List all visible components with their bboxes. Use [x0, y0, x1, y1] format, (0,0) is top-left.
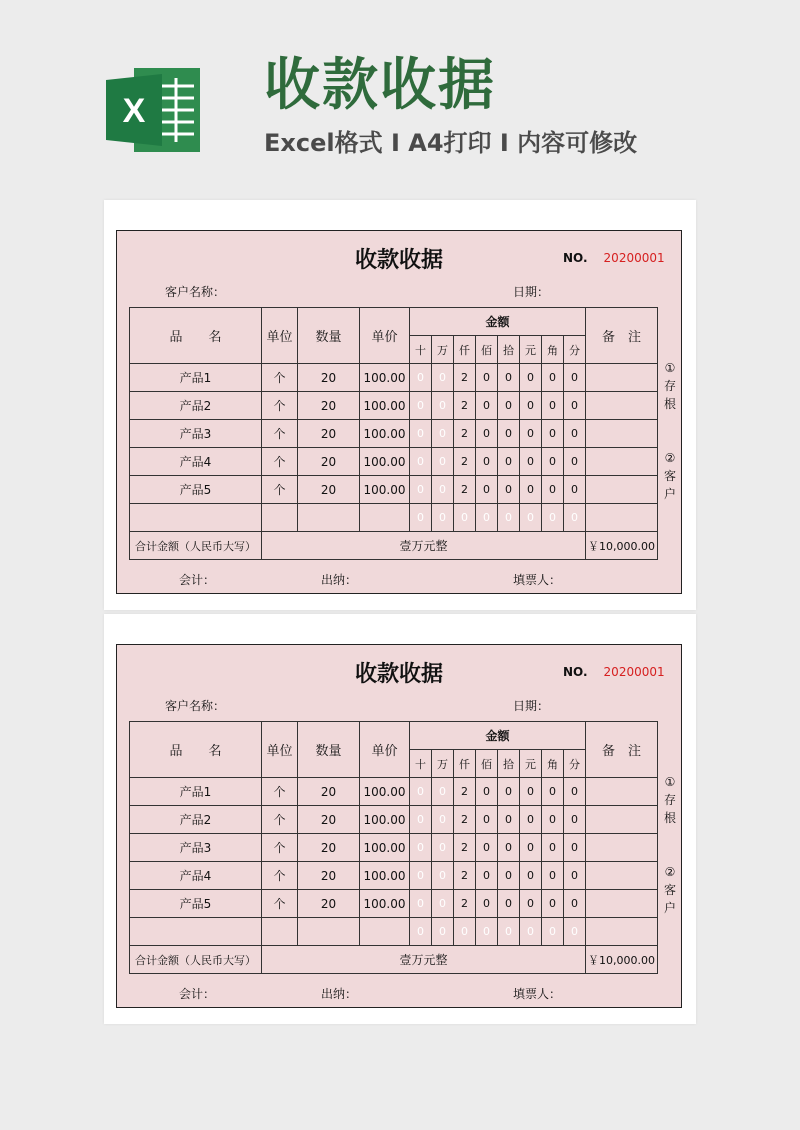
- amount-digit-cell: 0: [498, 806, 520, 834]
- total-row: [130, 946, 658, 974]
- col-price-header: 单价: [360, 308, 410, 364]
- copy-label-char: ①: [664, 361, 676, 375]
- amount-digit-cell: 0: [498, 420, 520, 448]
- amount-digit-cell: 0: [542, 448, 564, 476]
- amount-digit-cell: 0: [432, 806, 454, 834]
- item-name-cell[interactable]: 产品3: [130, 834, 262, 862]
- amount-digit-cell: 2: [454, 420, 476, 448]
- accountant-label: 会计：: [179, 987, 216, 1001]
- amount-digit-cell: 0: [564, 364, 586, 392]
- digit-header: 元: [520, 336, 542, 364]
- remark-cell[interactable]: [586, 890, 658, 918]
- copy-label-char: 户: [663, 901, 676, 915]
- item-unit-cell[interactable]: 个: [262, 806, 298, 834]
- item-price-cell[interactable]: 100.00: [360, 806, 410, 834]
- remark-cell[interactable]: [586, 504, 658, 532]
- item-name-cell[interactable]: 产品1: [130, 364, 262, 392]
- remark-cell[interactable]: [586, 364, 658, 392]
- item-unit-cell[interactable]: 个: [262, 392, 298, 420]
- digit-header: 十: [410, 336, 432, 364]
- filler-label: 填票人：: [513, 573, 562, 587]
- table-row-empty: [130, 918, 658, 946]
- amount-digit-cell: 0: [520, 890, 542, 918]
- amount-digit-cell: 0: [564, 448, 586, 476]
- amount-digit-cell: 0: [542, 834, 564, 862]
- digit-header: 拾: [498, 336, 520, 364]
- amount-digit-cell: 0: [564, 392, 586, 420]
- amount-digit-cell: 0: [498, 476, 520, 504]
- amount-digit-cell: 0: [542, 778, 564, 806]
- filler-label: 填票人：: [513, 987, 562, 1001]
- item-unit-cell[interactable]: 个: [262, 890, 298, 918]
- item-price-cell[interactable]: 100.00: [360, 778, 410, 806]
- table-row: [130, 476, 658, 504]
- item-qty-cell[interactable]: 20: [298, 476, 360, 504]
- copy-label-customer: [657, 863, 683, 917]
- item-unit-cell[interactable]: 个: [262, 862, 298, 890]
- receipt-number-value: 20200001: [603, 251, 665, 265]
- cashier-label: 出纳：: [321, 573, 358, 587]
- col-unit-header: 单位: [262, 722, 298, 778]
- remark-cell[interactable]: [586, 862, 658, 890]
- digit-header: 万: [432, 336, 454, 364]
- amount-digit-cell: 0: [410, 364, 432, 392]
- amount-digit-cell: 2: [454, 448, 476, 476]
- col-item-header: 品 名: [130, 308, 262, 364]
- amount-digit-cell: 0: [432, 476, 454, 504]
- table-row: [130, 862, 658, 890]
- receipt-table: [129, 307, 658, 560]
- item-price-cell[interactable]: 100.00: [360, 476, 410, 504]
- page-title: 收款收据: [264, 53, 496, 118]
- amount-digit-cell: 0: [432, 890, 454, 918]
- copy-label-char: 存: [663, 379, 676, 393]
- total-in-words[interactable]: 壹万元整: [262, 946, 586, 974]
- item-unit-cell[interactable]: 个: [262, 448, 298, 476]
- item-unit-cell[interactable]: 个: [262, 778, 298, 806]
- col-price-header: 单价: [360, 722, 410, 778]
- amount-digit-cell: 2: [454, 806, 476, 834]
- item-name-cell[interactable]: [130, 504, 262, 532]
- copy-label-customer: [657, 449, 683, 503]
- digit-header: 十: [410, 750, 432, 778]
- digit-header: 万: [432, 750, 454, 778]
- amount-digit-cell: 0: [410, 834, 432, 862]
- total-value[interactable]: ￥10,000.00: [586, 532, 658, 560]
- amount-digit-cell: 0: [520, 420, 542, 448]
- col-qty-header: 数量: [298, 722, 360, 778]
- receipt-number-label: NO.: [563, 665, 588, 679]
- amount-digit-cell: 0: [410, 806, 432, 834]
- table-row: [130, 420, 658, 448]
- item-qty-cell[interactable]: 20: [298, 420, 360, 448]
- amount-digit-cell: 0: [564, 420, 586, 448]
- receipt-number-value: 20200001: [603, 665, 665, 679]
- excel-logo-letter: X: [122, 92, 146, 130]
- amount-digit-cell: 0: [498, 778, 520, 806]
- item-name-cell[interactable]: 产品2: [130, 392, 262, 420]
- copy-label-char: ②: [664, 451, 676, 465]
- item-unit-cell[interactable]: [262, 504, 298, 532]
- copy-label-char: ②: [664, 865, 676, 879]
- table-row: [130, 364, 658, 392]
- item-unit-cell[interactable]: 个: [262, 364, 298, 392]
- total-label: 合计金额（人民币大写）: [130, 532, 262, 560]
- digit-header: 佰: [476, 750, 498, 778]
- amount-digit-cell: 0: [498, 862, 520, 890]
- amount-digit-cell: 0: [498, 834, 520, 862]
- remark-cell[interactable]: [586, 834, 658, 862]
- col-amount-header: 金额: [410, 722, 586, 750]
- digit-header: 角: [542, 750, 564, 778]
- copy-label-char: ①: [664, 775, 676, 789]
- digit-header: 分: [564, 750, 586, 778]
- copy-label-stub: [657, 773, 683, 827]
- item-name-cell[interactable]: 产品4: [130, 448, 262, 476]
- item-qty-cell[interactable]: 20: [298, 862, 360, 890]
- amount-digit-cell: 0: [476, 476, 498, 504]
- amount-digit-cell: 0: [564, 806, 586, 834]
- amount-digit-cell: 0: [564, 918, 586, 946]
- amount-digit-cell: 0: [476, 364, 498, 392]
- amount-digit-cell: 0: [410, 890, 432, 918]
- amount-digit-cell: 2: [454, 890, 476, 918]
- receipt-number: [563, 665, 665, 679]
- col-remark-header: 备 注: [586, 308, 658, 364]
- digit-header: 仟: [454, 336, 476, 364]
- table-row: [130, 890, 658, 918]
- item-name-cell[interactable]: [130, 918, 262, 946]
- remark-cell[interactable]: [586, 420, 658, 448]
- amount-digit-cell: 0: [498, 504, 520, 532]
- amount-digit-cell: 0: [432, 862, 454, 890]
- amount-digit-cell: 2: [454, 862, 476, 890]
- item-unit-cell[interactable]: 个: [262, 476, 298, 504]
- amount-digit-cell: 0: [520, 448, 542, 476]
- table-row: [130, 448, 658, 476]
- amount-digit-cell: 2: [454, 476, 476, 504]
- item-name-cell[interactable]: 产品5: [130, 890, 262, 918]
- remark-cell[interactable]: [586, 778, 658, 806]
- amount-digit-cell: 0: [410, 862, 432, 890]
- amount-digit-cell: 0: [476, 504, 498, 532]
- amount-digit-cell: 0: [520, 392, 542, 420]
- total-row: [130, 532, 658, 560]
- copy-label-char: 存: [663, 793, 676, 807]
- amount-digit-cell: 0: [520, 862, 542, 890]
- copy-label-char: 户: [663, 487, 676, 501]
- amount-digit-cell: 0: [520, 918, 542, 946]
- item-price-cell[interactable]: 100.00: [360, 890, 410, 918]
- amount-digit-cell: 0: [432, 420, 454, 448]
- amount-digit-cell: 0: [564, 834, 586, 862]
- receipt-form: [116, 230, 682, 594]
- table-row: [130, 806, 658, 834]
- page-subtitle: Excel格式 I A4打印 I 内容可修改: [264, 129, 638, 157]
- receipt-table: [129, 721, 658, 974]
- excel-logo-icon: [104, 64, 204, 156]
- item-price-cell[interactable]: 100.00: [360, 364, 410, 392]
- amount-digit-cell: 0: [432, 504, 454, 532]
- item-qty-cell[interactable]: 20: [298, 392, 360, 420]
- copy-label-char: 根: [663, 397, 676, 411]
- receipt-form: [116, 644, 682, 1008]
- amount-digit-cell: 0: [432, 448, 454, 476]
- copy-label-char: 根: [663, 811, 676, 825]
- amount-digit-cell: 0: [520, 364, 542, 392]
- digit-header: 拾: [498, 750, 520, 778]
- digit-header: 仟: [454, 750, 476, 778]
- amount-digit-cell: 0: [476, 778, 498, 806]
- accountant-label: 会计：: [179, 573, 216, 587]
- item-price-cell[interactable]: 100.00: [360, 448, 410, 476]
- amount-digit-cell: 0: [542, 504, 564, 532]
- amount-digit-cell: 0: [542, 890, 564, 918]
- amount-digit-cell: 0: [476, 862, 498, 890]
- amount-digit-cell: 0: [476, 890, 498, 918]
- item-qty-cell[interactable]: [298, 918, 360, 946]
- item-price-cell[interactable]: [360, 504, 410, 532]
- amount-digit-cell: 0: [410, 778, 432, 806]
- item-qty-cell[interactable]: [298, 504, 360, 532]
- amount-digit-cell: 0: [520, 476, 542, 504]
- remark-cell[interactable]: [586, 448, 658, 476]
- table-row-empty: [130, 504, 658, 532]
- amount-digit-cell: 0: [520, 834, 542, 862]
- amount-digit-cell: 0: [432, 364, 454, 392]
- amount-digit-cell: 0: [476, 918, 498, 946]
- item-name-cell[interactable]: 产品1: [130, 778, 262, 806]
- date-label: 日期：: [513, 699, 550, 713]
- amount-digit-cell: 0: [498, 890, 520, 918]
- amount-digit-cell: 0: [542, 420, 564, 448]
- amount-digit-cell: 0: [410, 448, 432, 476]
- amount-digit-cell: 0: [432, 778, 454, 806]
- item-price-cell[interactable]: 100.00: [360, 392, 410, 420]
- item-name-cell[interactable]: 产品2: [130, 806, 262, 834]
- receipt-sheet-1: [104, 200, 696, 610]
- amount-digit-cell: 0: [432, 834, 454, 862]
- amount-digit-cell: 0: [476, 392, 498, 420]
- item-unit-cell[interactable]: 个: [262, 420, 298, 448]
- amount-digit-cell: 0: [564, 890, 586, 918]
- item-name-cell[interactable]: 产品4: [130, 862, 262, 890]
- item-qty-cell[interactable]: 20: [298, 806, 360, 834]
- customer-name-label: 客户名称：: [165, 285, 226, 299]
- col-remark-header: 备 注: [586, 722, 658, 778]
- date-label: 日期：: [513, 285, 550, 299]
- col-qty-header: 数量: [298, 308, 360, 364]
- amount-digit-cell: 0: [498, 392, 520, 420]
- amount-digit-cell: 0: [564, 476, 586, 504]
- remark-cell[interactable]: [586, 392, 658, 420]
- item-name-cell[interactable]: 产品5: [130, 476, 262, 504]
- amount-digit-cell: 0: [410, 420, 432, 448]
- item-qty-cell[interactable]: 20: [298, 364, 360, 392]
- col-item-header: 品 名: [130, 722, 262, 778]
- amount-digit-cell: 0: [432, 918, 454, 946]
- item-qty-cell[interactable]: 20: [298, 448, 360, 476]
- table-row: [130, 778, 658, 806]
- amount-digit-cell: 2: [454, 834, 476, 862]
- col-unit-header: 单位: [262, 308, 298, 364]
- item-qty-cell[interactable]: 20: [298, 834, 360, 862]
- receipt-sheet-2: [104, 614, 696, 1024]
- amount-digit-cell: 2: [454, 778, 476, 806]
- amount-digit-cell: 0: [410, 918, 432, 946]
- receipt-number: [563, 251, 665, 265]
- amount-digit-cell: 0: [542, 806, 564, 834]
- amount-digit-cell: 0: [454, 504, 476, 532]
- item-price-cell[interactable]: 100.00: [360, 862, 410, 890]
- total-label: 合计金额（人民币大写）: [130, 946, 262, 974]
- amount-digit-cell: 0: [410, 392, 432, 420]
- customer-name-label: 客户名称：: [165, 699, 226, 713]
- amount-digit-cell: 0: [542, 476, 564, 504]
- digit-header: 佰: [476, 336, 498, 364]
- amount-digit-cell: 0: [476, 834, 498, 862]
- amount-digit-cell: 0: [542, 918, 564, 946]
- receipt-number-label: NO.: [563, 251, 588, 265]
- amount-digit-cell: 0: [498, 448, 520, 476]
- table-row: [130, 834, 658, 862]
- amount-digit-cell: 0: [564, 778, 586, 806]
- item-qty-cell[interactable]: 20: [298, 778, 360, 806]
- copy-label-char: 客: [663, 883, 676, 897]
- item-price-cell[interactable]: 100.00: [360, 834, 410, 862]
- amount-digit-cell: 0: [520, 778, 542, 806]
- total-value[interactable]: ￥10,000.00: [586, 946, 658, 974]
- table-row: [130, 392, 658, 420]
- item-name-cell[interactable]: 产品3: [130, 420, 262, 448]
- item-qty-cell[interactable]: 20: [298, 890, 360, 918]
- item-unit-cell[interactable]: 个: [262, 834, 298, 862]
- col-amount-header: 金额: [410, 308, 586, 336]
- amount-digit-cell: 0: [520, 504, 542, 532]
- item-price-cell[interactable]: [360, 918, 410, 946]
- digit-header: 分: [564, 336, 586, 364]
- copy-label-char: 客: [663, 469, 676, 483]
- amount-digit-cell: 0: [476, 420, 498, 448]
- amount-digit-cell: 0: [476, 448, 498, 476]
- copy-label-stub: [657, 359, 683, 413]
- cashier-label: 出纳：: [321, 987, 358, 1001]
- item-unit-cell[interactable]: [262, 918, 298, 946]
- receipt-title: 收款收据: [354, 248, 443, 273]
- amount-digit-cell: 2: [454, 392, 476, 420]
- amount-digit-cell: 0: [564, 504, 586, 532]
- remark-cell[interactable]: [586, 918, 658, 946]
- remark-cell[interactable]: [586, 806, 658, 834]
- amount-digit-cell: 0: [520, 806, 542, 834]
- amount-digit-cell: 2: [454, 364, 476, 392]
- receipt-title: 收款收据: [354, 662, 443, 687]
- amount-digit-cell: 0: [432, 392, 454, 420]
- amount-digit-cell: 0: [498, 918, 520, 946]
- amount-digit-cell: 0: [542, 392, 564, 420]
- amount-digit-cell: 0: [410, 476, 432, 504]
- amount-digit-cell: 0: [410, 504, 432, 532]
- digit-header: 角: [542, 336, 564, 364]
- amount-digit-cell: 0: [498, 364, 520, 392]
- amount-digit-cell: 0: [542, 364, 564, 392]
- item-price-cell[interactable]: 100.00: [360, 420, 410, 448]
- amount-digit-cell: 0: [476, 806, 498, 834]
- digit-header: 元: [520, 750, 542, 778]
- amount-digit-cell: 0: [564, 862, 586, 890]
- amount-digit-cell: 0: [454, 918, 476, 946]
- amount-digit-cell: 0: [542, 862, 564, 890]
- remark-cell[interactable]: [586, 476, 658, 504]
- total-in-words[interactable]: 壹万元整: [262, 532, 586, 560]
